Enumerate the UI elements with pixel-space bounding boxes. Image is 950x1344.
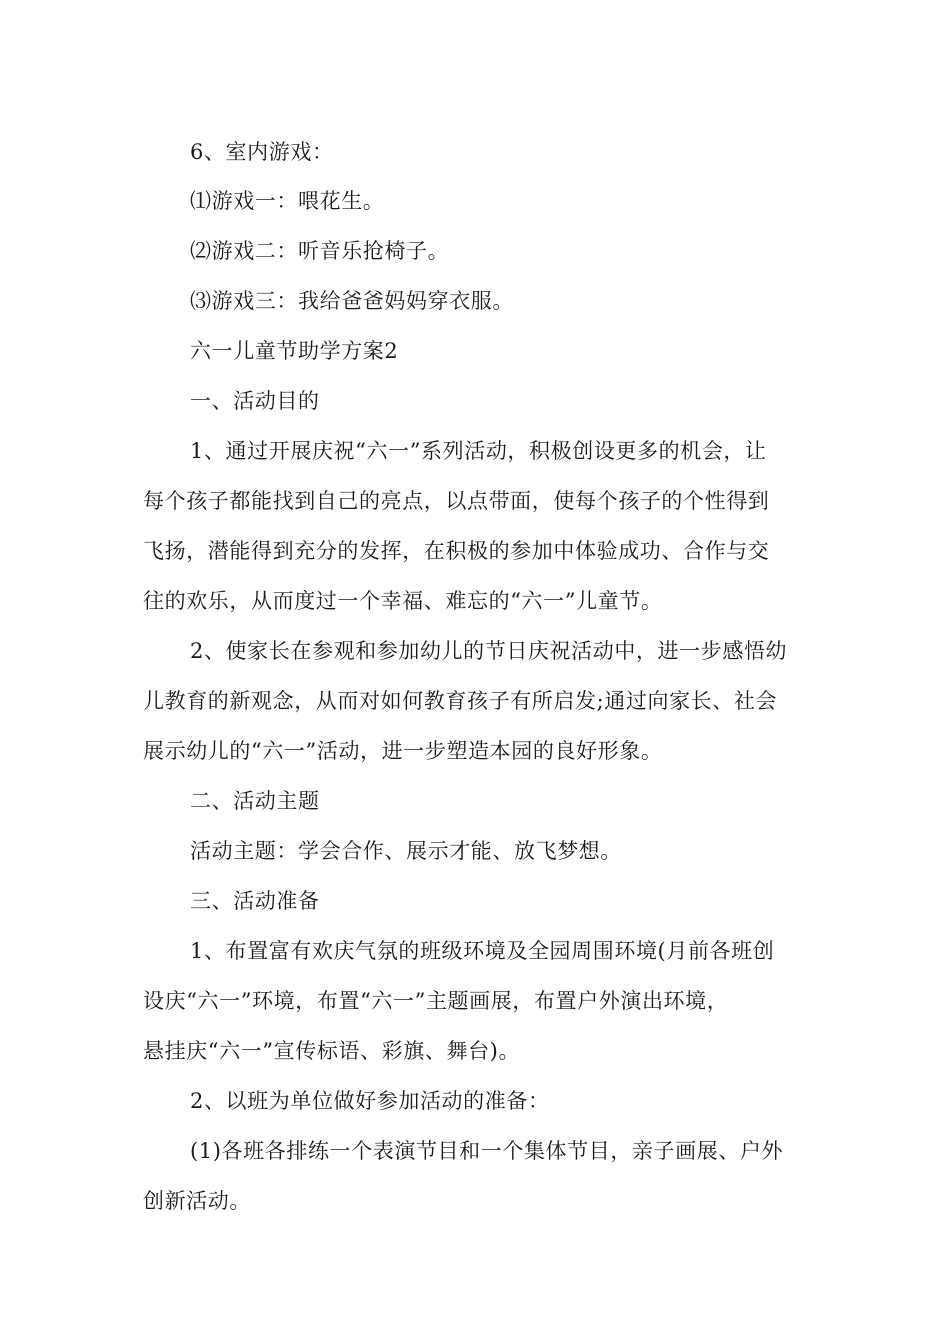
document-title: 六一儿童节助学方案2	[190, 339, 399, 363]
paragraph-line: 2、以班为单位做好参加活动的准备：	[190, 1089, 550, 1113]
paragraph-line: 1、布置富有欢庆气氛的班级环境及全园周围环境(月前各班创	[190, 939, 775, 963]
list-item-game-2: ⑵游戏二：听音乐抢椅子。	[190, 239, 450, 263]
paragraph-line: 儿教育的新观念，从而对如何教育孩子有所启发;通过向家长、社会	[143, 689, 778, 713]
paragraph-line: 飞扬，潜能得到充分的发挥，在积极的参加中体验成功、合作与交	[143, 539, 770, 563]
section-heading-purpose: 一、活动目的	[190, 389, 320, 413]
paragraph-line: 设庆“六一”环境，布置“六一”主题画展，布置户外演出环境，	[143, 989, 729, 1013]
paragraph-line: 每个孩子都能找到自己的亮点，以点带面，使每个孩子的个性得到	[143, 489, 770, 513]
paragraph-line: 展示幼儿的“六一”活动，进一步塑造本园的良好形象。	[143, 739, 663, 763]
paragraph-line: 2、使家长在参观和参加幼儿的节日庆祝活动中，进一步感悟幼	[190, 639, 788, 663]
list-item-game-1: ⑴游戏一：喂花生。	[190, 189, 385, 213]
section-heading-preparation: 三、活动准备	[190, 889, 320, 913]
list-item-game-3: ⑶游戏三：我给爸爸妈妈穿衣服。	[190, 289, 514, 313]
paragraph-line: 往的欢乐，从而度过一个幸福、难忘的“六一”儿童节。	[143, 589, 663, 613]
paragraph-line: 1、通过开展庆祝“六一”系列活动，积极创设更多的机会，让	[190, 439, 767, 463]
paragraph-line: 创新活动。	[143, 1189, 251, 1213]
paragraph-line: 活动主题：学会合作、展示才能、放飞梦想。	[190, 839, 622, 863]
section-heading-theme: 二、活动主题	[190, 789, 320, 813]
paragraph-line: 悬挂庆“六一”宣传标语、彩旗、舞台)。	[143, 1039, 521, 1063]
section-heading-indoor-games: 6、室内游戏：	[190, 140, 334, 164]
paragraph-line: (1)各班各排练一个表演节目和一个集体节目，亲子画展、户外	[190, 1139, 784, 1163]
